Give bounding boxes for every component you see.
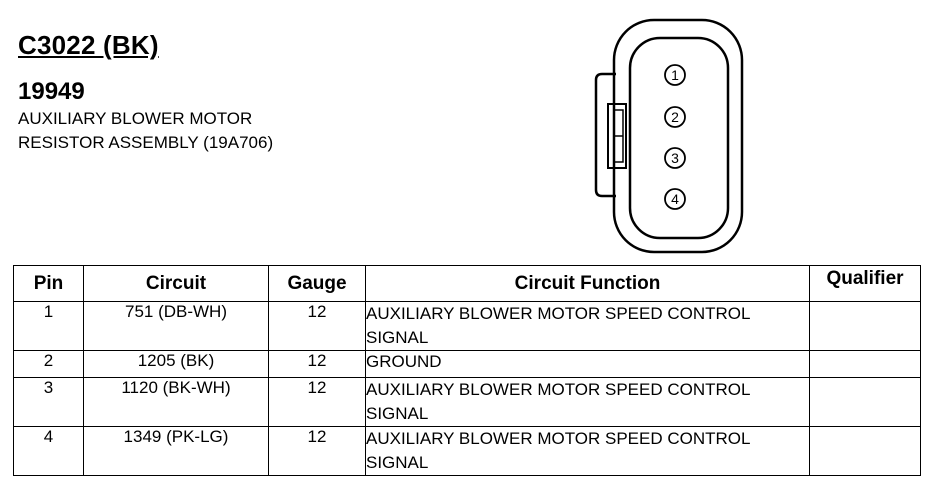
circuit-cell: 1205 (BK) (84, 351, 269, 378)
header-circuit: Circuit (84, 266, 269, 302)
header-circuit-function: Circuit Function (366, 266, 810, 302)
function-cell (366, 351, 810, 378)
function-line1: AUXILIARY BLOWER MOTOR SPEED CONTROL (366, 304, 751, 323)
pin-cell: 3 (14, 378, 84, 427)
pin-cell: 2 (14, 351, 84, 378)
header-gauge: Gauge (269, 266, 366, 302)
circuit-cell: 1120 (BK-WH) (84, 378, 269, 427)
component-description-line1: AUXILIARY BLOWER MOTOR (18, 109, 253, 128)
qualifier-cell (810, 302, 921, 351)
table-row (14, 427, 921, 476)
qualifier-cell (810, 378, 921, 427)
circuit-cell: 1349 (PK-LG) (84, 427, 269, 476)
function-line1: AUXILIARY BLOWER MOTOR SPEED CONTROL (366, 380, 751, 399)
qualifier-cell (810, 351, 921, 378)
header-pin: Pin (14, 266, 84, 302)
function-cell (366, 378, 810, 427)
pin-label-4: 4 (671, 191, 679, 207)
pin-cell: 1 (14, 302, 84, 351)
pin-label-1: 1 (671, 67, 679, 83)
gauge-cell: 12 (269, 378, 366, 427)
pin-cell: 4 (14, 427, 84, 476)
function-cell (366, 427, 810, 476)
part-number: 19949 (18, 78, 85, 105)
gauge-cell: 12 (269, 427, 366, 476)
function-line2: SIGNAL (366, 404, 429, 423)
component-description-line2: RESISTOR ASSEMBLY (19A706) (18, 133, 274, 152)
table-row (14, 302, 921, 351)
qualifier-cell (810, 427, 921, 476)
function-cell (366, 302, 810, 351)
gauge-cell: 12 (269, 351, 366, 378)
gauge-cell: 12 (269, 302, 366, 351)
pin-label-2: 2 (671, 109, 679, 125)
function-line1: AUXILIARY BLOWER MOTOR SPEED CONTROL (366, 429, 751, 448)
header-qualifier: Qualifier (810, 266, 921, 302)
circuit-cell: 751 (DB-WH) (84, 302, 269, 351)
connector-face-diagram (592, 18, 752, 258)
table-row (14, 351, 921, 378)
table-row (14, 378, 921, 427)
connector-id-title: C3022 (BK) (18, 30, 159, 60)
pinout-table (13, 265, 921, 476)
table-header-row (14, 266, 921, 302)
function-line2: SIGNAL (366, 453, 429, 472)
pin-label-3: 3 (671, 150, 679, 166)
function-line1: GROUND (366, 352, 442, 371)
function-line2: SIGNAL (366, 328, 429, 347)
